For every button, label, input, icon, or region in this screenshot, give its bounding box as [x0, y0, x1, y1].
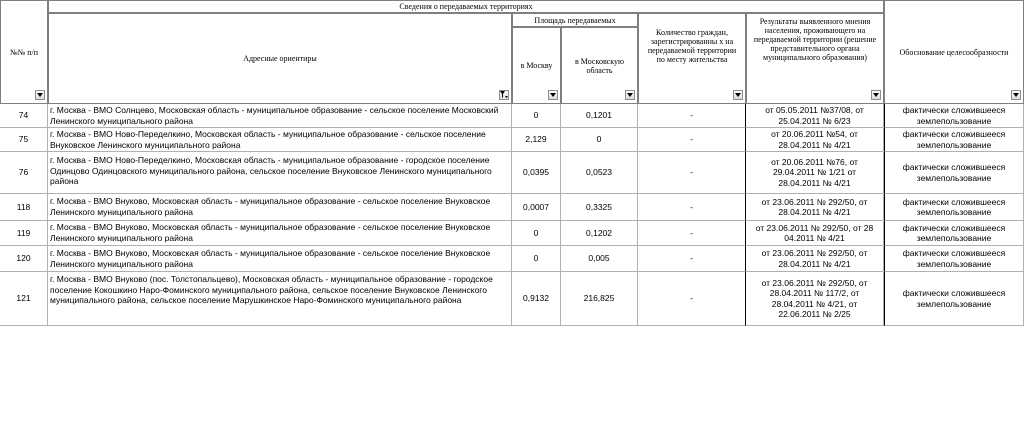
header-group-title [48, 0, 884, 13]
table-row-area-region[interactable]: 0,0523 [561, 152, 638, 194]
table-row-justification[interactable]: фактически сложившееся землепользование [884, 221, 1024, 246]
filter-button-results[interactable] [871, 90, 881, 100]
table-row-citizens[interactable]: - [638, 152, 746, 194]
table-row-result[interactable]: от 23.06.2011 № 292/50, от 28.04.2011 № 4/21 [746, 246, 884, 272]
table-row-area-region[interactable]: 0,1202 [561, 221, 638, 246]
table-row-result[interactable]: от 20.06.2011 №76, от 29.04.2011 № 1/21 от 28.04.2011 № 4/21 [746, 152, 884, 194]
table-row-area-region[interactable]: 0,005 [561, 246, 638, 272]
table-row-num[interactable]: 121 [0, 272, 48, 326]
header-results [746, 13, 884, 104]
table-row-area-moscow[interactable]: 0 [512, 221, 561, 246]
table-row-justification[interactable]: фактически сложившееся землепользование [884, 246, 1024, 272]
table-row-address[interactable]: г. Москва - ВМО Внуково, Московская область - муниципальное образование - сельское поселение Внуковское Ленинского муниципального района [48, 221, 512, 246]
table-row-area-region[interactable]: 0,1201 [561, 104, 638, 128]
table-row-num[interactable]: 76 [0, 152, 48, 194]
table-row-justification[interactable]: фактически сложившееся землепользование [884, 194, 1024, 221]
table-row-justification[interactable]: фактически сложившееся землепользование [884, 128, 1024, 152]
header-justification [884, 0, 1024, 104]
header-area-title [512, 13, 638, 27]
header-col-address [48, 13, 512, 104]
filter-button-area-moscow[interactable] [548, 90, 558, 100]
table-row-area-region[interactable]: 0,3325 [561, 194, 638, 221]
table-row-address[interactable]: г. Москва - ВМО Внуково, Московская область - муниципальное образование - сельское поселение Внуковское Ленинского муниципального района [48, 246, 512, 272]
header-col-num [0, 0, 48, 104]
table-row-result[interactable]: от 23.06.2011 № 292/50, от 28.04.2011 № 4/21 [746, 194, 884, 221]
table-row-area-region[interactable]: 216,825 [561, 272, 638, 326]
table-row-num[interactable]: 75 [0, 128, 48, 152]
header-results-label: Результаты выявленного мнения населения, проживающего на передаваемой территории (решение представительного органа муниципального образования) [753, 17, 877, 62]
dropdown-arrow-icon [735, 93, 741, 97]
table-row-citizens[interactable]: - [638, 128, 746, 152]
table-row-address[interactable]: г. Москва - ВМО Ново-Переделкино, Московская область - муниципальное образование - городское поселение Одинцово Одинцовского муниципального района, сельское поселение Внуковское Ленинского муниципального района [48, 152, 512, 194]
table-row-area-moscow[interactable]: 0,9132 [512, 272, 561, 326]
header-area-region-label: в Московскую область [575, 56, 624, 75]
table-row-address[interactable]: г. Москва - ВМО Внуково (пос. Толстопальцево), Московская область - муниципальное образование - городское поселение Кокошкино Наро-Фоминского муниципального района, сельское поселение Внуковское Ленинского муниципального района, сельское поселение Марушкинское Наро-Фоминского муниципального района [48, 272, 512, 326]
dropdown-arrow-icon [1013, 93, 1019, 97]
filter-button-address[interactable] [499, 90, 509, 100]
table-row-area-moscow[interactable]: 0 [512, 104, 561, 128]
table-row-num[interactable]: 74 [0, 104, 48, 128]
header-col-num-label: №№ п/п [9, 47, 39, 57]
table-row-address[interactable]: г. Москва - ВМО Внуково, Московская область - муниципальное образование - сельское поселение Внуковское Ленинского муниципального района [48, 194, 512, 221]
filter-button-citizens[interactable] [733, 90, 743, 100]
table-row-area-region[interactable]: 0 [561, 128, 638, 152]
header-area-moscow-label: в Москву [520, 61, 553, 70]
table-row-justification[interactable]: фактически сложившееся землепользование [884, 104, 1024, 128]
header-citizens-label: Количество граждан, зарегистрированны х на передаваемой территории по месту жительства [647, 28, 737, 64]
filter-button-area-region[interactable] [625, 90, 635, 100]
dropdown-arrow-icon [873, 93, 879, 97]
table-row-num[interactable]: 118 [0, 194, 48, 221]
dropdown-arrow-icon [37, 93, 43, 97]
header-area-title-label: Площадь передаваемых [534, 16, 616, 25]
filter-funnel-icon [500, 91, 508, 99]
header-col-address-label: Адресные ориентиры [243, 54, 317, 63]
table-row-citizens[interactable]: - [638, 246, 746, 272]
table-row-citizens[interactable]: - [638, 194, 746, 221]
header-citizens [638, 13, 746, 104]
table-row-area-moscow[interactable]: 2,129 [512, 128, 561, 152]
table-row-citizens[interactable]: - [638, 272, 746, 326]
table-row-address[interactable]: г. Москва - ВМО Солнцево, Московская область - муниципальное образование - сельское поселение Московский Ленинского муниципального района [48, 104, 512, 128]
table-row-num[interactable]: 119 [0, 221, 48, 246]
table-row-area-moscow[interactable]: 0,0395 [512, 152, 561, 194]
filter-button-justification[interactable] [1011, 90, 1021, 100]
dropdown-arrow-icon [627, 93, 633, 97]
table-row-result[interactable]: от 20.06.2011 №54, от 28.04.2011 № 4/21 [746, 128, 884, 152]
header-group-title-label: Сведения о передаваемых территориях [399, 2, 533, 11]
header-justification-label: Обоснование целесообразности [899, 47, 1009, 57]
table-row-result[interactable]: от 05.05.2011 №37/08, от 25.04.2011 № 6/23 [746, 104, 884, 128]
filter-button-num[interactable] [35, 90, 45, 100]
table-row-num[interactable]: 120 [0, 246, 48, 272]
table-row-result[interactable]: от 23.06.2011 № 292/50, от 28.04.2011 № 117/2, от 28.04.2011 № 4/21, от 22.06.2011 № 2/25 [746, 272, 884, 326]
table-row-address[interactable]: г. Москва - ВМО Ново-Переделкино, Московская область - муниципальное образование - сельское поселение Внуковское Ленинского муниципального района [48, 128, 512, 152]
table-row-result[interactable]: от 23.06.2011 № 292/50, от 28 04.2011 № 4/21 [746, 221, 884, 246]
table-row-justification[interactable]: фактически сложившееся землепользование [884, 272, 1024, 326]
table-row-justification[interactable]: фактически сложившееся землепользование [884, 152, 1024, 194]
table-row-area-moscow[interactable]: 0,0007 [512, 194, 561, 221]
dropdown-arrow-icon [550, 93, 556, 97]
table-row-citizens[interactable]: - [638, 221, 746, 246]
table-row-citizens[interactable]: - [638, 104, 746, 128]
table-row-area-moscow[interactable]: 0 [512, 246, 561, 272]
